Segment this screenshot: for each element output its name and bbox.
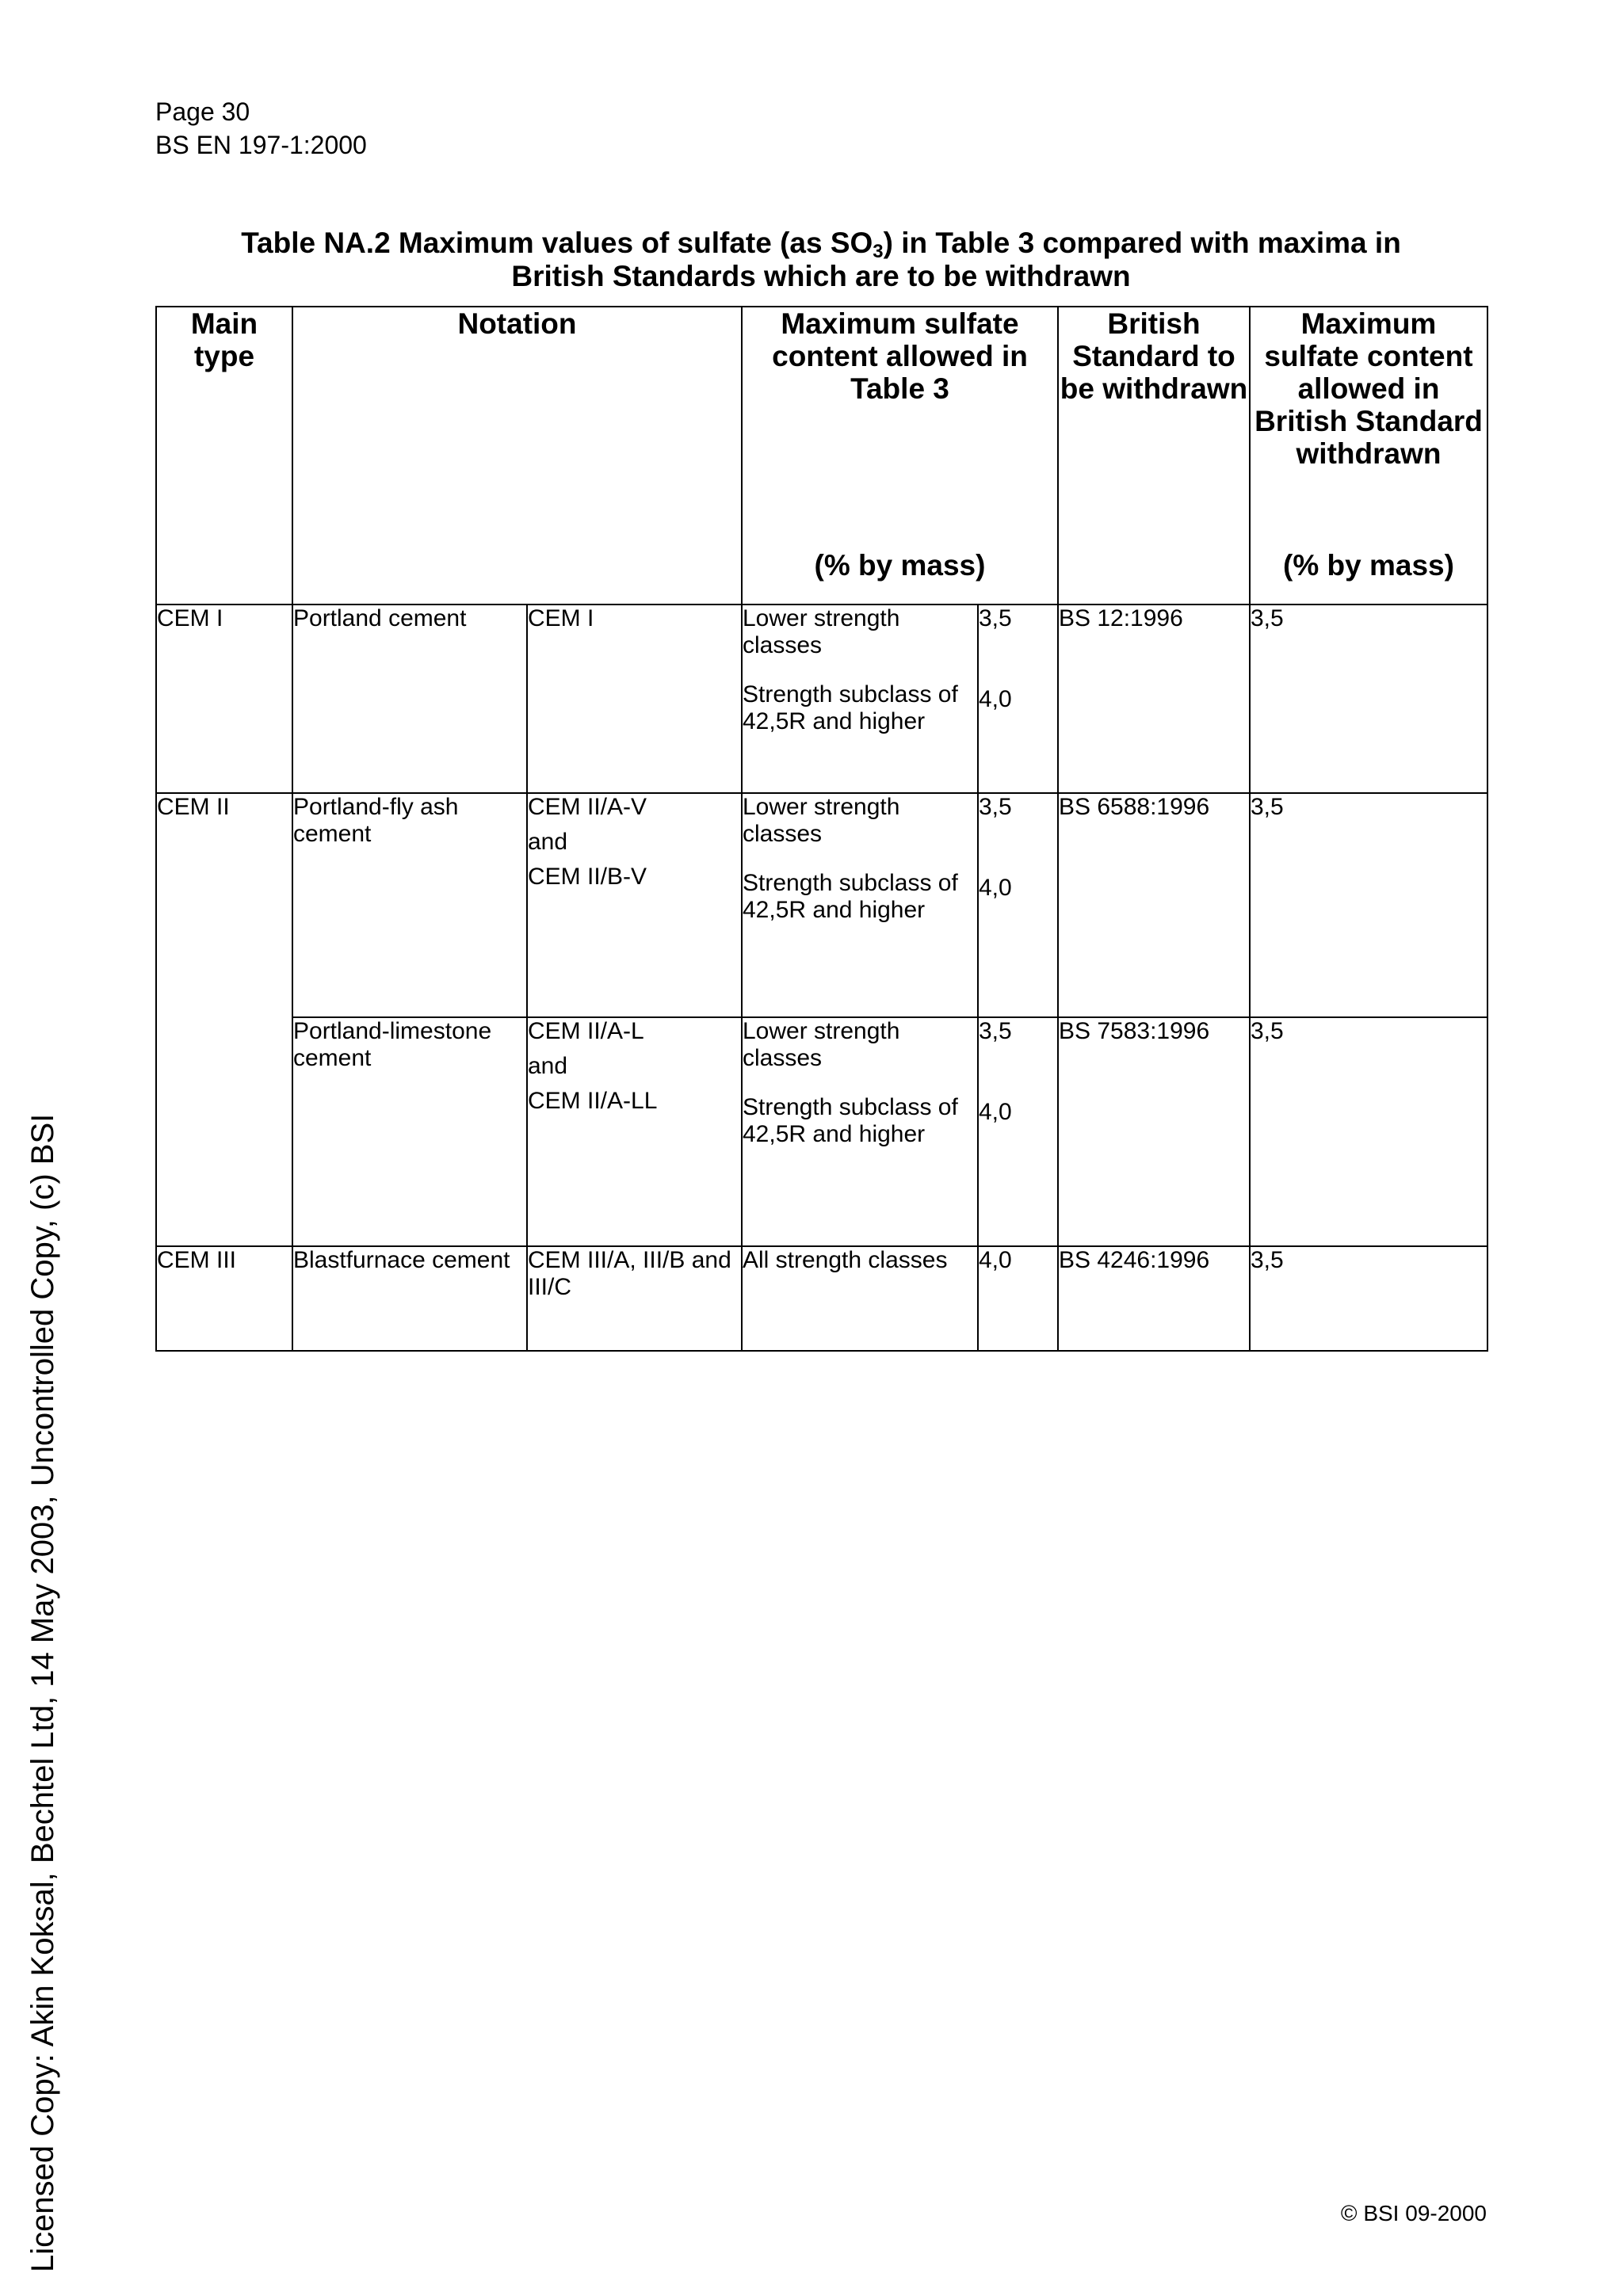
notation-line: CEM II/A-LL [528,1088,658,1114]
cement-name-cell: Portland-fly ash cement [292,793,527,1017]
value-cell [978,605,1058,793]
header-main-type: Main type [156,307,292,605]
sulfate-value: 4,0 [979,1099,1012,1125]
copyright-footer: © BSI 09-2000 [1340,2201,1487,2225]
cement-name-cell: Blastfurnace cement [292,1246,527,1351]
license-watermark: Licensed Copy: Akin Koksal, Bechtel Ltd, 14 May 2003, Uncontrolled Copy, (c) BSI [25,1113,60,2272]
page-number: Page 30 [155,97,250,126]
notation-cell [527,605,742,793]
header-max-bs [1250,307,1487,605]
main-type-cell: CEM III [156,1246,292,1351]
bs-max-cell: 3,5 [1250,793,1487,1017]
sulfate-table [155,306,1488,1352]
table-caption [155,227,1487,293]
notation-line: CEM III/A, III/B and III/C [528,1247,731,1300]
header-notation: Notation [292,307,742,605]
strength-class-cell [742,605,978,793]
caption-subscript: 3 [873,241,884,262]
header-max-table3-label: Maximum sulfate content allowed in Table 3 [772,307,1028,405]
main-type-cell: CEM II [156,793,292,1246]
table-row [156,1017,1487,1246]
bs-max-cell: 3,5 [1250,1017,1487,1246]
header-max-bs-label: Maximum sulfate content allowed in British Standard withdrawn [1254,307,1483,470]
table-row [156,1246,1487,1351]
main-type-cell: CEM I [156,605,292,793]
strength-class: Lower strength classes [743,605,900,658]
notation-cell [527,793,742,1017]
notation-line: CEM I [528,605,594,631]
header-max-bs-unit: (% by mass) [1283,549,1454,582]
table-header-row [156,307,1487,605]
strength-class: Lower strength classes [743,794,900,847]
strength-class: Strength subclass of 42,5R and higher [743,681,958,734]
sulfate-value: 3,5 [979,794,1012,820]
sulfate-value: 4,0 [979,1247,1012,1273]
caption-text-1: Table NA.2 Maximum values of sulfate (as SO [241,227,873,259]
caption-line-2: British Standards which are to be withdrawn [511,260,1131,292]
strength-class-cell [742,1246,978,1351]
notation-line: and [528,1053,568,1079]
british-standard-cell: BS 4246:1996 [1058,1246,1250,1351]
sulfate-value: 3,5 [979,1018,1012,1044]
value-cell [978,793,1058,1017]
notation-cell [527,1246,742,1351]
british-standard-cell: BS 12:1996 [1058,605,1250,793]
british-standard-cell: BS 6588:1996 [1058,793,1250,1017]
strength-class-cell [742,1017,978,1246]
notation-line: CEM II/A-L [528,1018,644,1044]
table-row [156,793,1487,1017]
notation-cell [527,1017,742,1246]
sulfate-value: 3,5 [979,605,1012,631]
standard-code: BS EN 197-1:2000 [155,131,367,159]
cement-name-cell: Portland cement [292,605,527,793]
strength-class: Strength subclass of 42,5R and higher [743,1094,958,1147]
table-row [156,605,1487,793]
strength-class: Strength subclass of 42,5R and higher [743,870,958,923]
header-british-standard: British Standard to be withdrawn [1058,307,1250,605]
strength-class-cell [742,793,978,1017]
notation-line: CEM II/A-V [528,794,647,820]
sulfate-value: 4,0 [979,686,1012,712]
notation-line: and [528,829,568,855]
value-cell [978,1246,1058,1351]
bs-max-cell: 3,5 [1250,605,1487,793]
strength-class: All strength classes [743,1247,948,1273]
british-standard-cell: BS 7583:1996 [1058,1017,1250,1246]
sulfate-value: 4,0 [979,875,1012,901]
caption-text-2: ) in Table 3 compared with maxima in [883,227,1401,259]
page-header [155,95,367,162]
bs-max-cell: 3,5 [1250,1246,1487,1351]
header-max-table3-unit: (% by mass) [814,549,986,582]
cement-name-cell: Portland-limestone cement [292,1017,527,1246]
notation-line: CEM II/B-V [528,864,647,890]
value-cell [978,1017,1058,1246]
strength-class: Lower strength classes [743,1018,900,1071]
header-max-table3 [742,307,1058,605]
